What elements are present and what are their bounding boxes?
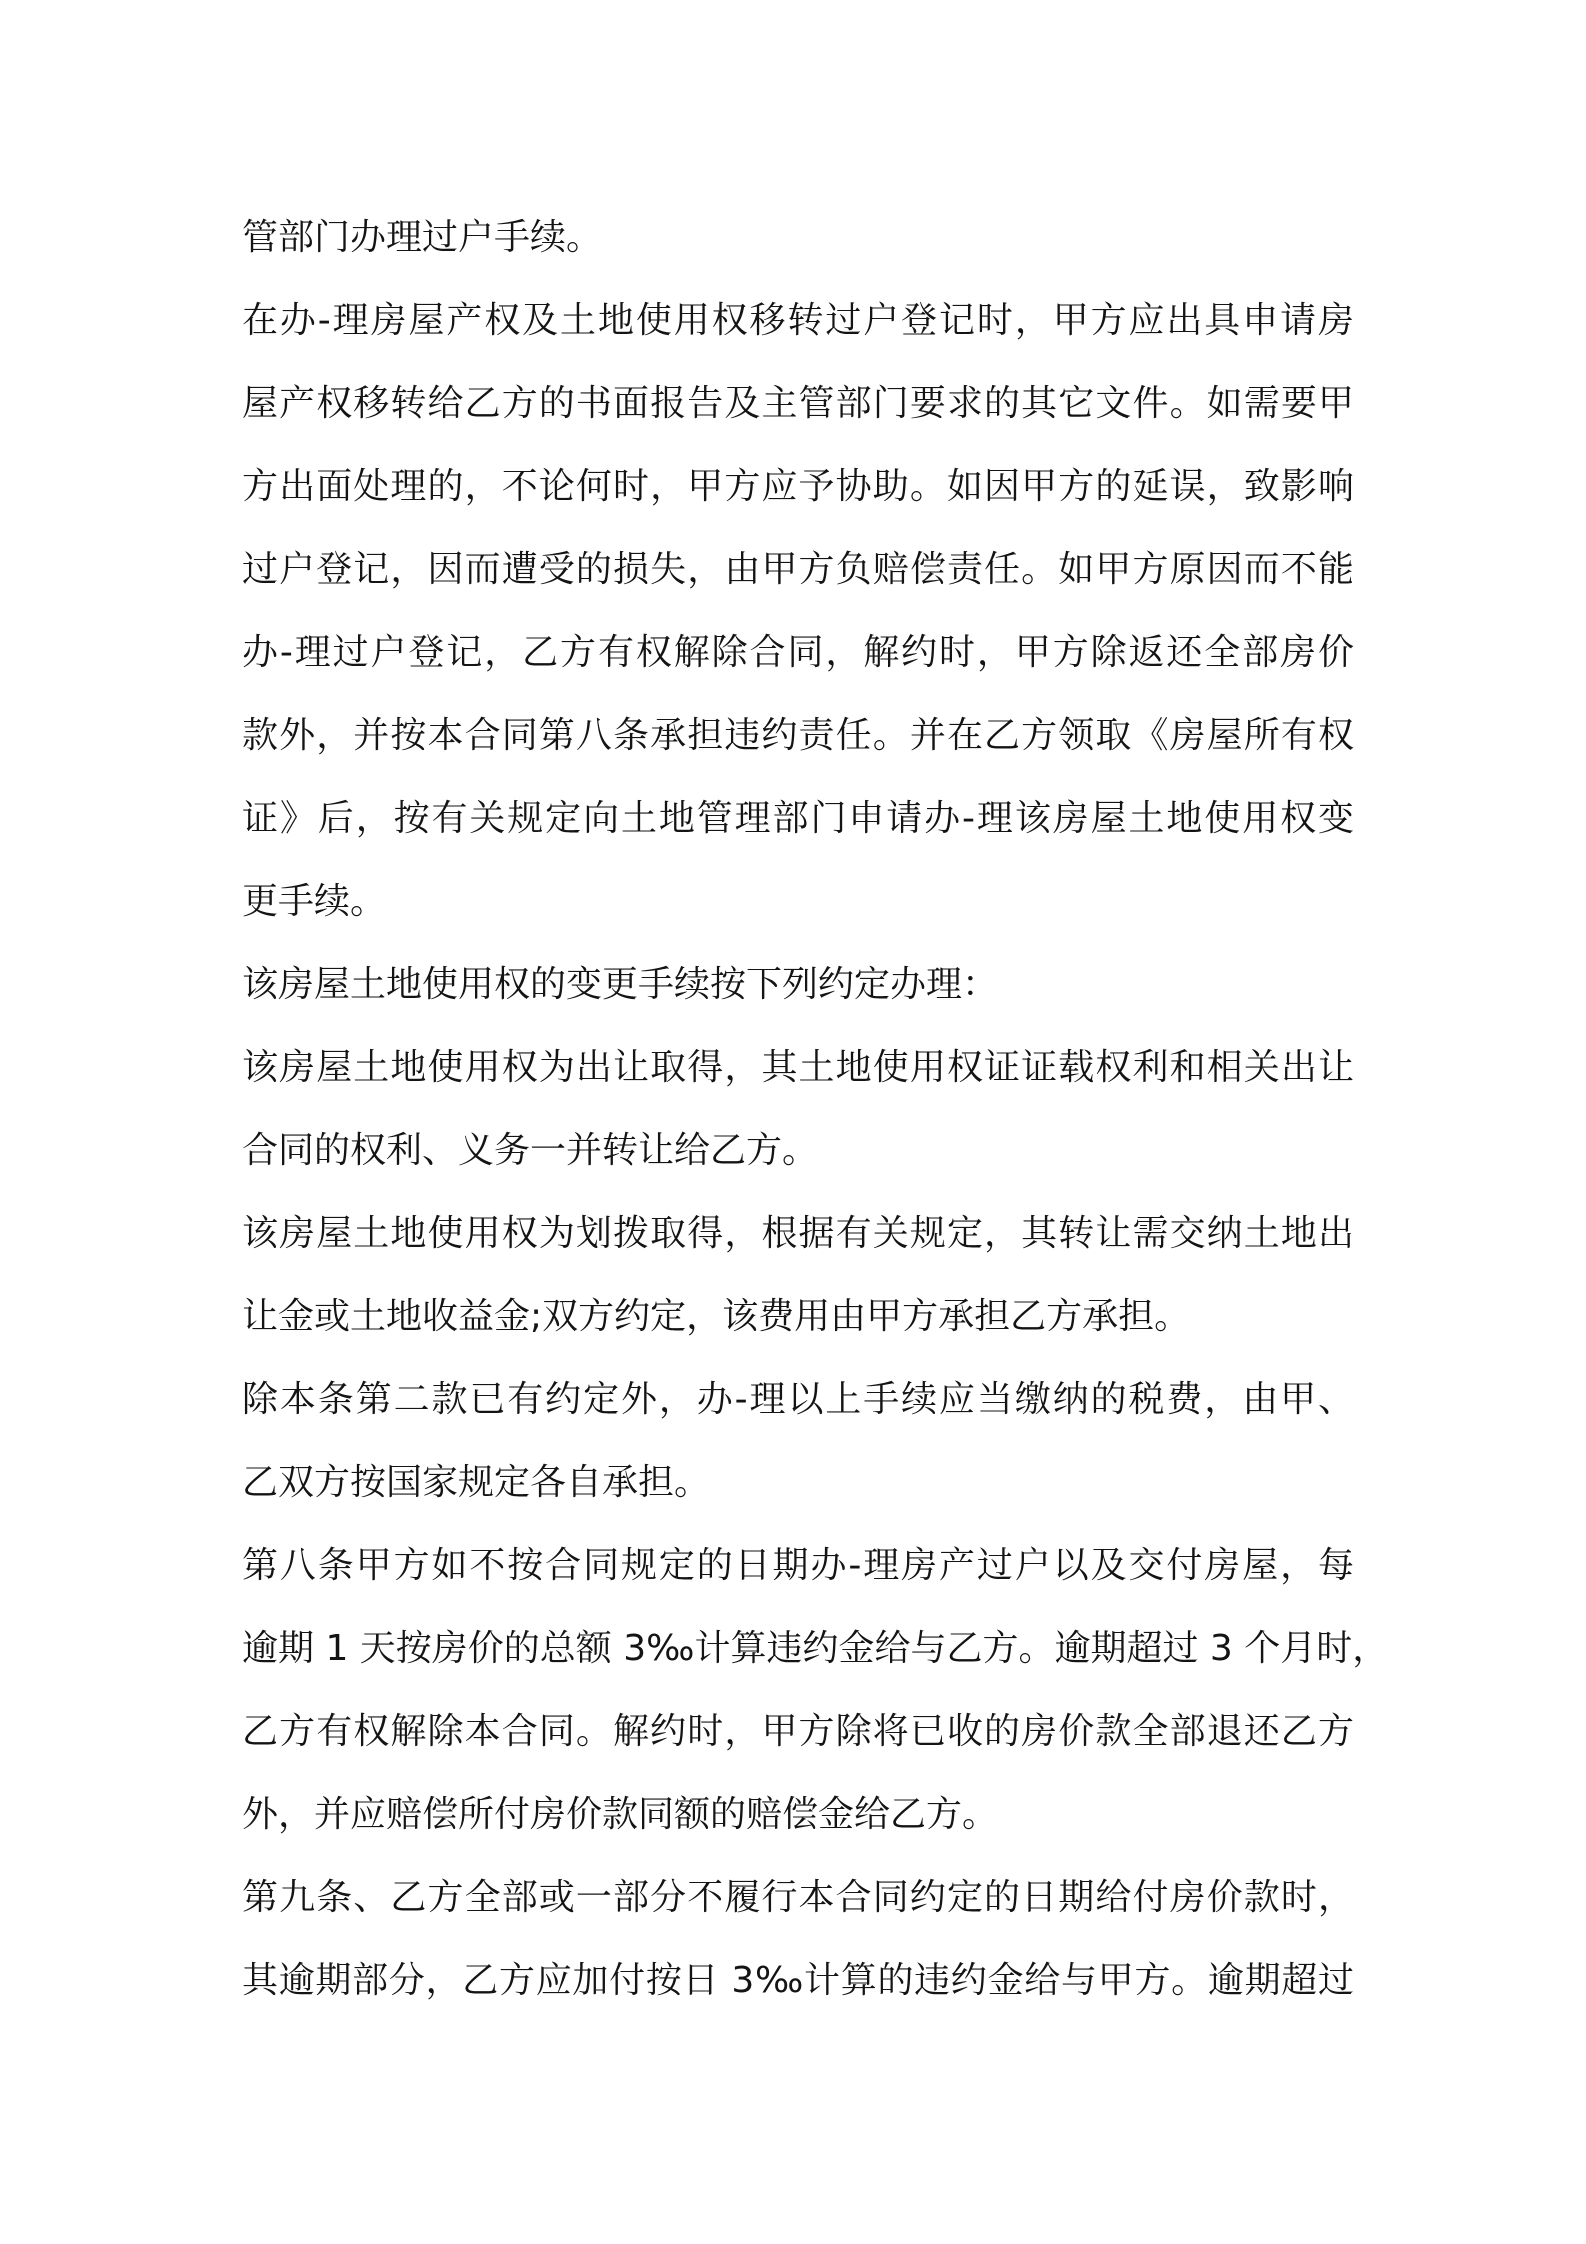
text-line: 乙方有权解除本合同。解约时，甲方除将已收的房价款全部退还乙方 [242,1711,1354,1752]
text-line: 管部门办理过户手续。 [242,217,603,258]
text-line: 乙双方按国家规定各自承担。 [242,1462,711,1503]
text-line: 第八条甲方如不按合同规定的日期办-理房产过户以及交付房屋，每 [242,1545,1354,1586]
text-line: 除本条第二款已有约定外，办-理以上手续应当缴纳的税费，由甲、 [242,1379,1354,1420]
text-line: 证》后，按有关规定向土地管理部门申请办-理该房屋土地使用权变 [242,798,1354,839]
text-line: 过户登记，因而遭受的损失，由甲方负赔偿责任。如甲方原因而不能 [242,549,1354,590]
text-line: 该房屋土地使用权的变更手续按下列约定办理： [242,964,999,1005]
text-line: 该房屋土地使用权为出让取得，其土地使用权证证载权利和相关出让 [242,1047,1354,1088]
document-body [242,196,1389,2022]
text-line: 让金或土地收益金;双方约定，该费用由甲方承担乙方承担。 [242,1296,1191,1337]
text-line: 更手续。 [242,881,387,922]
text-line: 款外，并按本合同第八条承担违约责任。并在乙方领取《房屋所有权 [242,715,1354,756]
text-line: 屋产权移转给乙方的书面报告及主管部门要求的其它文件。如需要甲 [242,383,1354,424]
text-line: 在办-理房屋产权及土地使用权移转过户登记时，甲方应出具申请房 [242,300,1354,341]
text-line: 第九条、乙方全部或一部分不履行本合同约定的日期给付房价款时， [242,1877,1354,1918]
text-line: 外，并应赔偿所付房价款同额的赔偿金给乙方。 [242,1794,999,1835]
text-line: 逾期 1 天按房价的总额 3‰计算违约金给与乙方。逾期超过 3 个月时， [242,1628,1389,1669]
text-line: 其逾期部分，乙方应加付按日 3‰计算的违约金给与甲方。逾期超过 [242,1960,1354,2001]
text-line: 该房屋土地使用权为划拨取得，根据有关规定，其转让需交纳土地出 [242,1213,1354,1254]
text-line: 合同的权利、义务一并转让给乙方。 [242,1130,819,1171]
text-line: 办-理过户登记，乙方有权解除合同，解约时，甲方除返还全部房价 [242,632,1354,673]
text-line: 方出面处理的，不论何时，甲方应予协助。如因甲方的延误，致影响 [242,466,1354,507]
